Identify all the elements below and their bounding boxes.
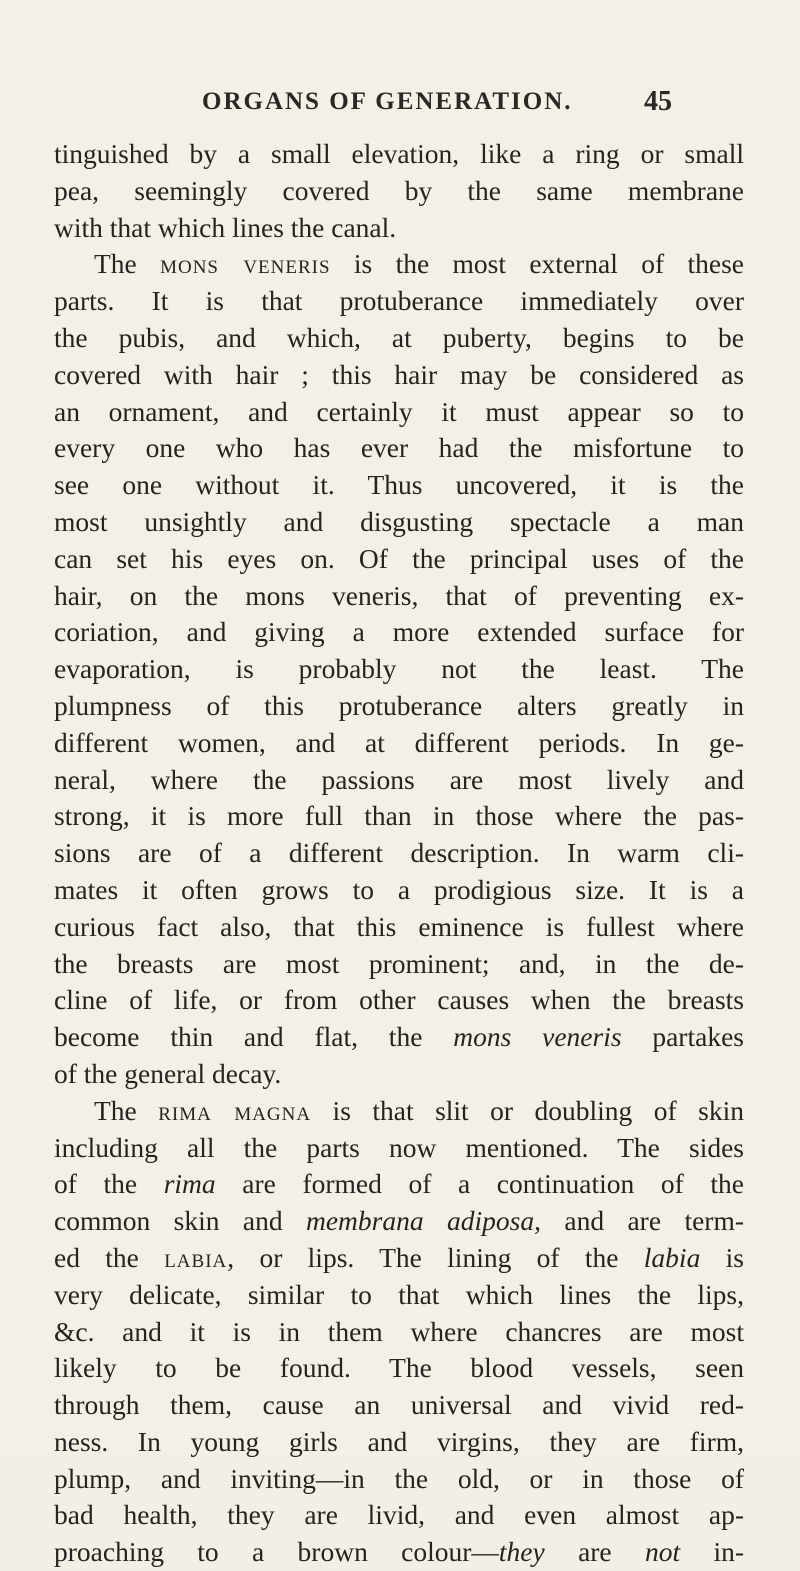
text-line: &c. and it is in them where chancres are most	[54, 1315, 744, 1347]
text-line: plump, and inviting—in the old, or in those of	[54, 1462, 744, 1494]
text-line: the breasts are most prominent; and, in the de-	[54, 947, 744, 979]
term-small-caps: rima magna	[158, 1094, 312, 1126]
text-line: likely to be found. The blood vessels, seen	[54, 1352, 744, 1384]
term-italic: not	[644, 1536, 681, 1568]
body-text	[54, 136, 744, 1571]
text-line: hair, on the mons veneris, that of preventing ex-	[54, 579, 744, 611]
text-line: ness. In young girls and virgins, they are firm,	[54, 1425, 744, 1457]
term-small-caps: labia	[164, 1241, 228, 1273]
text-line: most unsightly and disgusting spectacle a man	[54, 505, 744, 537]
text-line: covered with hair ; this hair may be considered as	[54, 358, 744, 390]
text-line: can set his eyes on. Of the principal uses of the	[54, 542, 744, 574]
text-line: parts. It is that protuberance immediately over	[54, 285, 744, 317]
text-line: proaching to a brown colour—they are not in-	[54, 1536, 745, 1568]
text-line: including all the parts now mentioned. The sides	[54, 1131, 744, 1163]
text-line: with that which lines the canal.	[54, 211, 397, 243]
text-line: plumpness of this protuberance alters greatly in	[54, 689, 744, 721]
text-line: the pubis, and which, at puberty, begins to be	[54, 321, 744, 353]
text-line: ed the labia, or lips. The lining of the labia is	[54, 1241, 744, 1273]
running-title: ORGANS OF GENERATION.	[202, 88, 573, 115]
text-line: bad health, they are livid, and even almost ap-	[54, 1499, 744, 1531]
text-line: very delicate, similar to that which lines the lips,	[54, 1278, 744, 1310]
text-line: see one without it. Thus uncovered, it is the	[54, 469, 744, 501]
text-line: coriation, and giving a more extended surface for	[54, 616, 744, 648]
page-number: 45	[644, 86, 672, 117]
running-head	[0, 88, 800, 128]
term-small-caps: mons veneris	[160, 248, 331, 280]
text-line: The mons veneris is the most external of these	[94, 248, 744, 280]
text-line: an ornament, and certainly it must appear so to	[54, 395, 744, 427]
term-italic: rima	[163, 1168, 216, 1200]
text-line: pea, seemingly covered by the same membrane	[54, 174, 744, 206]
text-line: tinguished by a small elevation, like a ring or small	[54, 138, 744, 169]
text-line: cline of life, or from other causes when the breasts	[54, 984, 744, 1016]
text-line: evaporation, is probably not the least. The	[54, 653, 744, 685]
text-line: every one who has ever had the misfortune to	[54, 432, 744, 464]
text-line: strong, it is more full than in those where the pas-	[54, 800, 744, 832]
text-line: through them, cause an universal and vivid red-	[54, 1389, 744, 1421]
text-line: common skin and membrana adiposa, and are term-	[54, 1205, 744, 1237]
term-italic: mons veneris	[453, 1021, 622, 1053]
term-italic: labia	[643, 1241, 701, 1273]
text-line: different women, and at different periods. In ge-	[54, 726, 744, 758]
text-line: mates it often grows to a prodigious size. It is a	[54, 873, 744, 905]
text-line: neral, where the passions are most lively and	[54, 763, 744, 795]
text-line: The rima magna is that slit or doubling of skin	[94, 1094, 744, 1126]
text-line: curious fact also, that this eminence is fullest where	[54, 910, 744, 942]
term-italic: membrana adiposa,	[305, 1205, 541, 1237]
term-italic: they	[498, 1536, 545, 1568]
text-line: become thin and flat, the mons veneris partakes	[54, 1021, 744, 1053]
text-line: sions are of a different description. In warm cli-	[54, 837, 744, 869]
text-line: of the general decay.	[54, 1057, 282, 1089]
text-line: of the rima are formed of a continuation of the	[54, 1168, 744, 1200]
